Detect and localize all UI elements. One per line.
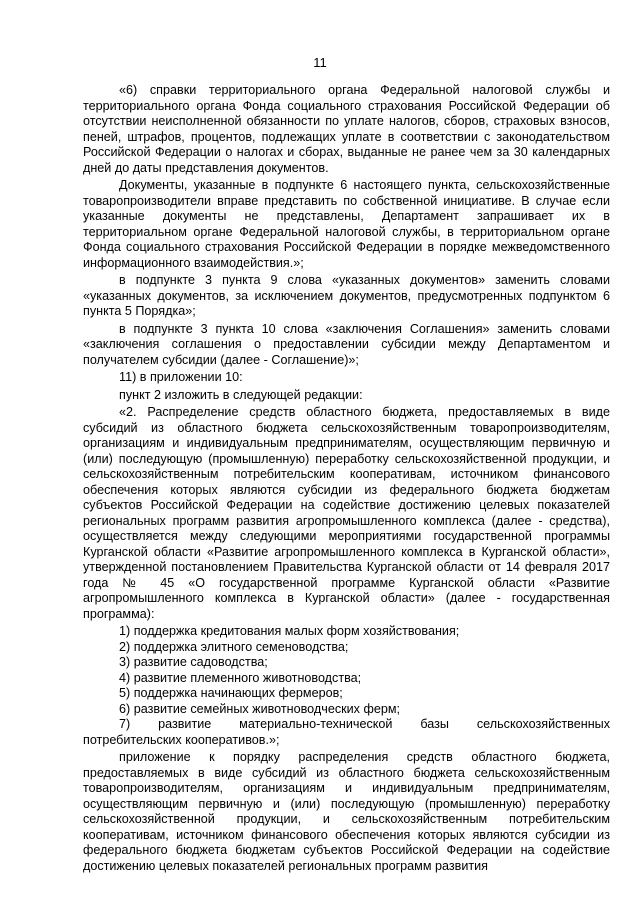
paragraph-subclause-3-point-10: в подпункте 3 пункта 10 слова «заключения Соглашения» заменить словами «заключения соглашения о предоставлении субсидии между Департаментом и получателем субсидии (далее - Соглашение)»; — [83, 321, 610, 367]
list-item: 2) поддержка элитного семеноводства; — [119, 639, 349, 654]
paragraph-subclause-3-point-9: в подпункте 3 пункта 9 слова «указанных документов» заменить словами «указанных документов, за исключением документов, предусмотренных подпунктом 6 пункта 5 Порядка»; — [83, 273, 610, 318]
page-number: 11 — [313, 55, 327, 70]
paragraph-distribution-of-funds: «2. Распределение средств областного бюджета, предоставляемых в виде субсидий из областного бюджета сельскохозяйственным товаропроизводителям, организациям и индивидуальным предпринимателям, осуществляющим первичную и (или) последующую (промышленную) переработку сельскохозяйственной продукции, и сельскохозяйственным потребительским кооперативам, источником финансового обеспечения которых являются субсидии из федерального бюджета бюджетам субъектов Российской Федерации на содействие достижению целевых показателей региональных программ развития агропромышленного комплекса (далее - средства), осуществляется между следующими мероприятиями государственной программы Курганской области «Развитие агропромышленного комплекса в Курганской области», утвержденной постановлением Правительства Курганской области от 14 февраля 2017 года № 45 «О государственной программе Курганской области «Развитие агропромышленного комплекса в Курганской области» (далее - государственная программа): — [83, 405, 610, 621]
list-item: 3) развитие садоводства; — [119, 655, 268, 669]
document-body — [83, 83, 610, 876]
paragraph-point-2-new-edition: пункт 2 изложить в следующей редакции: — [119, 387, 363, 402]
paragraph-certificates: «6) справки территориального органа Федеральной налоговой службы и территориального органа Фонда социального страхования Российской Федерации об отсутствии неисполненной обязанности по уплате налогов, сборов, страховых взносов, пеней, штрафов, процентов, подлежащих уплате в соответствии с законодательством Российской Федерации о налогах и сборах, выданные не ранее чем за 30 календарных дней до даты представления документов. — [83, 83, 610, 175]
list-item: 7) развитие материально-технической базы сельскохозяйственных потребительских кооперативов.»; — [83, 717, 610, 747]
paragraph-appendix-10: 11) в приложении 10: — [119, 370, 243, 384]
list-item: 6) развитие семейных животноводческих ферм; — [119, 701, 400, 716]
list-item: 4) развитие племенного животноводства; — [119, 670, 362, 685]
paragraph-appendix-to-procedure: приложение к порядку распределения средств областного бюджета, предоставляемых в виде субсидий из областного бюджета сельскохозяйственным товаропроизводителям, организациям и индивидуальным предпринимателям, осуществляющим первичную и (или) последующую (промышленную) переработку сельскохозяйственной продукции, и сельскохозяйственным потребительским кооперативам, источником финансового обеспечения которых являются субсидии из федерального бюджета бюджетам субъектов Российской Федерации на содействие достижению целевых показателей региональных программ развития — [83, 750, 610, 873]
paragraph-documents-initiative: Документы, указанные в подпункте 6 настоящего пункта, сельскохозяйственные товаропроизводители вправе представить по собственной инициативе. В случае если указанные документы не представлены, Департамент запрашивает их в территориальном органе Федеральной налоговой службы, в территориальном органе Фонда социального страхования Российской Федерации в порядке межведомственного информационного взаимодействия.»; — [83, 178, 610, 270]
list-item: 5) поддержка начинающих фермеров; — [119, 686, 343, 700]
list-item: 1) поддержка кредитования малых форм хозяйствования; — [119, 624, 460, 638]
